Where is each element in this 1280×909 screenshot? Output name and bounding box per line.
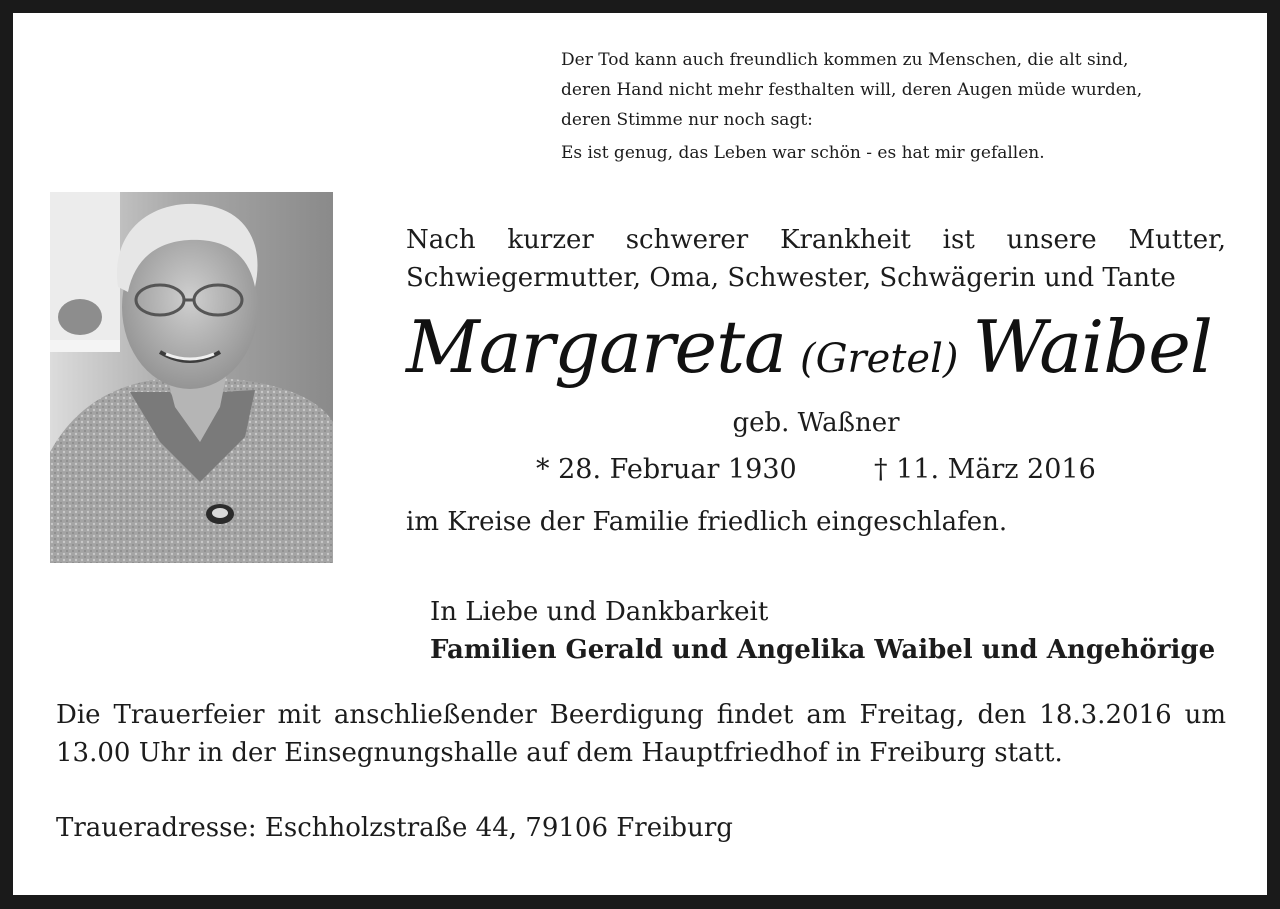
birth-name: geb. Waßner (732, 408, 900, 438)
closing-line: im Kreise der Familie friedlich eingeschlafen. (406, 507, 1008, 537)
funeral-info (56, 696, 1226, 772)
birth-date: * 28. Februar 1930 (536, 454, 797, 485)
first-name: Margareta (406, 305, 786, 389)
funeral-line-2: 13.00 Uhr in der Einsegnungshalle auf dem Hauptfriedhof in Freiburg statt. (56, 738, 1063, 768)
mourning-address: Traueradresse: Eschholzstraße 44, 79106 Freiburg (56, 813, 733, 843)
poem-line: deren Hand nicht mehr festhalten will, deren Augen müde wurden, (561, 80, 1143, 100)
portrait-photo (50, 192, 333, 563)
sentiment-line: In Liebe und Dankbarkeit (430, 597, 769, 627)
death-date: † 11. März 2016 (874, 454, 1096, 485)
mourners-block (430, 593, 1215, 669)
last-name: Waibel (972, 305, 1212, 389)
poem-line: deren Stimme nur noch sagt: (561, 110, 813, 130)
deceased-name (406, 305, 1226, 389)
intro-text (406, 221, 1226, 297)
poem-line: Es ist genug, das Leben war schön - es hat mir gefallen. (561, 143, 1045, 163)
mourner-names: Familien Gerald und Angelika Waibel und Angehörige (430, 635, 1216, 665)
nickname: (Gretel) (799, 336, 959, 382)
poem-quote (561, 45, 1241, 168)
funeral-line-1: Die Trauerfeier mit anschließender Beerdigung findet am Freitag, den 18.3.2016 um (56, 700, 1226, 730)
intro-line-1: Nach kurzer schwerer Krankheit ist unsere Mutter, (406, 225, 1226, 255)
intro-line-2: Schwiegermutter, Oma, Schwester, Schwägerin und Tante (406, 263, 1176, 293)
obituary-notice (13, 13, 1267, 895)
poem-line: Der Tod kann auch freundlich kommen zu Menschen, die alt sind, (561, 50, 1129, 70)
